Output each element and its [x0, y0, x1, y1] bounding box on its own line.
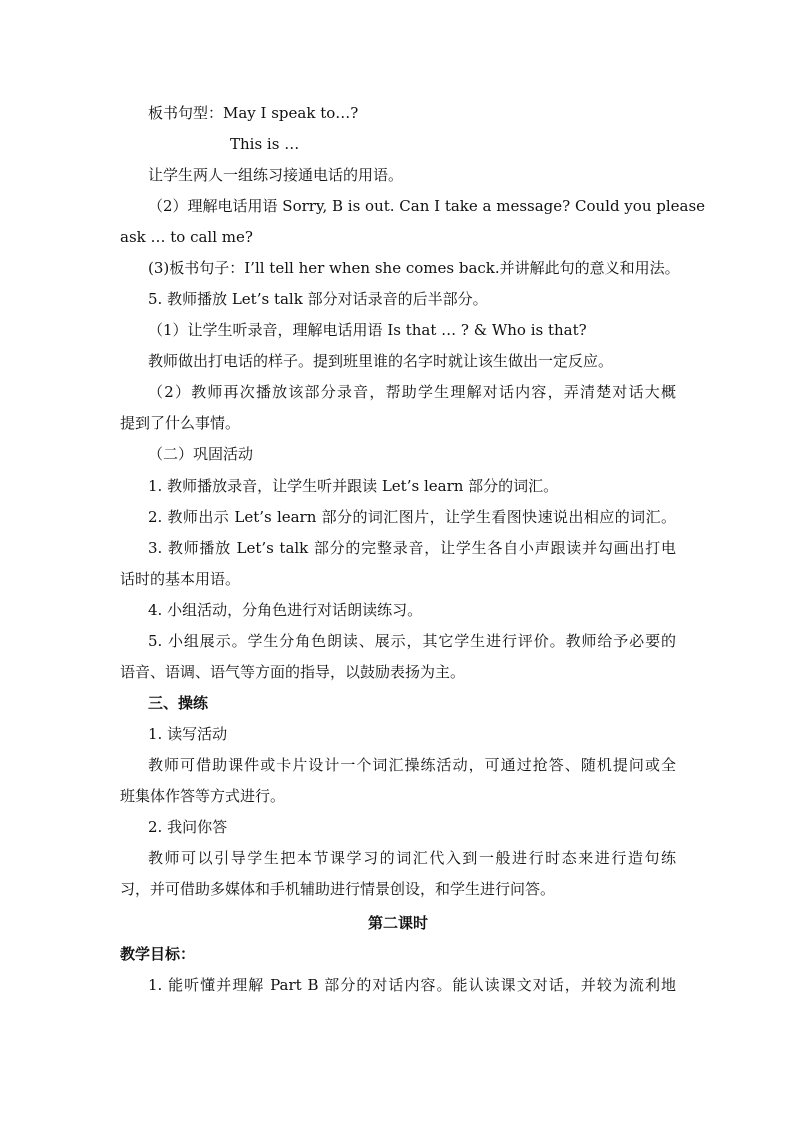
text-line: 习，并可借助多媒体和手机辅助进行情景创设，和学生进行问答。: [120, 880, 556, 898]
text-line: 1. 能听懂并理解 Part B 部分的对话内容。能认读课文对话，并较为流利地: [148, 976, 676, 994]
section-heading: 教学目标：: [120, 945, 196, 963]
section-heading: （二）巩固活动: [148, 445, 254, 463]
text-line: 1. 教师播放录音，让学生听并跟读 Let’s learn 部分的词汇。: [148, 477, 559, 495]
text-line: 2. 教师出示 Let’s learn 部分的词汇图片，让学生看图快速说出相应的词汇。: [148, 508, 676, 526]
text-line: 让学生两人一组练习接通电话的用语。: [148, 166, 404, 184]
text-line: 5. 小组展示。学生分角色朗读、展示，其它学生进行评价。教师给予必要的: [148, 632, 676, 650]
text-line: 教师可以引导学生把本节课学习的词汇代入到一般进行时态来进行造句练: [148, 849, 676, 867]
text-line: （2）教师再次播放该部分录音，帮助学生理解对话内容，弄清楚对话大概: [148, 383, 676, 401]
text-line: 班集体作答等方式进行。: [120, 787, 286, 805]
text-line: 1. 读写活动: [148, 725, 228, 743]
text-line: 语音、语调、语气等方面的指导，以鼓励表扬为主。: [120, 663, 466, 681]
text-line: 教师做出打电话的样子。提到班里谁的名字时就让该生做出一定反应。: [148, 352, 614, 370]
text-line: （2）理解电话用语 Sorry, B is out. Can I take a message? Could you please: [148, 197, 706, 215]
text-line: 板书句型：May I speak to…?: [148, 104, 359, 122]
text-line: 4. 小组活动，分角色进行对话朗读练习。: [148, 601, 423, 619]
text-line: 教师可借助课件或卡片设计一个词汇操练活动，可通过抢答、随机提问或全: [148, 756, 676, 774]
text-line: ask … to call me?: [120, 228, 253, 246]
text-line: 提到了什么事情。: [120, 414, 241, 432]
text-line: (3)板书句子：I’ll tell her when she comes back.并讲解此句的意义和用法。: [148, 259, 680, 277]
text-line: 5. 教师播放 Let’s talk 部分对话录音的后半部分。: [148, 290, 488, 308]
text-line: 3. 教师播放 Let’s talk 部分的完整录音，让学生各自小声跟读并勾画出打电: [148, 539, 676, 557]
lesson-title: 第二课时: [367, 914, 428, 932]
text-line: This is …: [230, 135, 300, 153]
text-line: 话时的基本用语。: [120, 570, 241, 588]
text-line: （1）让学生听录音，理解电话用语 Is that … ? & Who is that?: [148, 321, 587, 339]
section-heading: 三、操练: [148, 694, 209, 712]
text-line: 2. 我问你答: [148, 818, 228, 836]
